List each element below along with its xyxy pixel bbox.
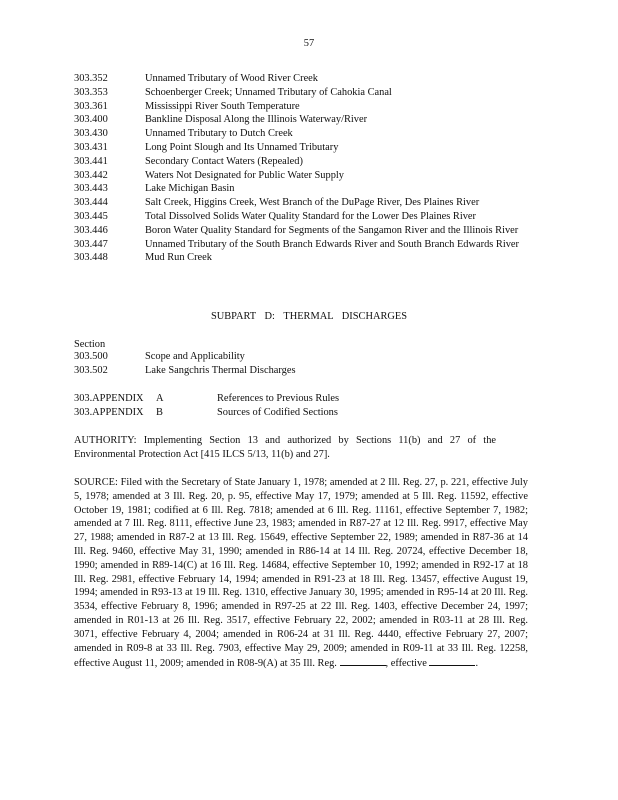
toc-row (74, 224, 544, 238)
section-title: Unnamed Tributary of the South Branch Edwards River and South Branch Edwards River (145, 238, 520, 250)
section-number: 303.442 (74, 169, 108, 181)
section-title: Total Dissolved Solids Water Quality Standard for the Lower Des Plaines River (145, 210, 476, 222)
appendix-list (74, 392, 544, 420)
toc-row (74, 127, 544, 141)
appendix-row (74, 392, 544, 406)
toc-row (74, 113, 544, 127)
section-number: 303.447 (74, 238, 108, 250)
appendix-letter: A (156, 393, 164, 404)
section-title: Unnamed Tributary of Wood River Creek (145, 73, 318, 84)
toc-row (74, 100, 544, 114)
subpart-heading: SUBPART D: THERMAL DISCHARGES (210, 311, 408, 322)
section-title: Long Point Slough and Its Unnamed Tributary (145, 141, 339, 153)
section-number: 303.443 (74, 183, 108, 195)
section-number: 303.445 (74, 210, 108, 222)
section-number: 303.352 (74, 73, 108, 84)
section-number: 303.448 (74, 252, 108, 264)
toc-row (74, 182, 544, 196)
toc-row (74, 169, 544, 183)
section-title: Mud Run Creek (145, 252, 212, 264)
source-paragraph: SOURCE: Filed with the Secretary of State January 1, 1978; amended at 2 Ill. Reg. 27, p. 221, effective July 5, 1978; amended at 3 Ill. Reg. 20, p. 95, effective May 17, 1979; amended at 5 Ill. Reg. 11592, effective October 19, 1981; codified at 6 Ill. Reg. 7818; amended at 6 Ill. Reg. 11161, effective September 7, 1982; amended at 7 Ill. Reg. 8111, effective June 23, 1983; amended in R87-27 at 12 Ill. Reg. 9917, effective May 27, 1988; amended in R87-2 at 13 Ill. Reg. 15649, effective September 22, 1989; amended in R87-36 at 14 Ill. Reg. 9460, effective May 31, 1990; amended in R86-14 at 14 Ill. Reg. 20724, effective December 18, 1990; amended in R89-14(C) at 16 Ill. Reg. 14684, effective September 10, 1992; amended in R92-17 at 18 Ill. Reg. 2981, effective February 14, 1994; amended in R91-23 at 18 Ill. Reg. 13457, effective August 19, 1994; amended in R93-13 at 19 Ill. Reg. 1310, effective January 30, 1995; amended in R95-14 at 20 Ill. Reg. 3534, effective February 8, 1996; amended in R97-25 at 22 Ill. Reg. 1403, effective December 24, 1997; amended in R01-13 at 26 Ill. Reg. 3517, effective February 22, 2002; amended in R03-11 at 28 Ill. Reg. 3071, effective February 4, 2004; amended in R06-24 at 31 Ill. Reg. 4440, effective February 27, 2007; amended in R09-8 at 33 Ill. Reg. 7903, effective May 29, 2009; amended in R09-11 at 33 Ill. Reg. 12258, effective August 11, 2009; amended in R08-9(A) at 35 Ill. Reg. , effective . (74, 477, 528, 670)
section-number: 303.441 (74, 155, 108, 167)
appendix-number: 303.APPENDIX (74, 393, 144, 404)
toc-row (74, 210, 544, 224)
section-number: 303.400 (74, 114, 108, 126)
source-text: SOURCE: Filed with the Secretary of State January 1, 1978; amended at 2 Ill. Reg. 27, p. 221, effective July 5, 1978; amended at 3 Ill. Reg. 20, p. 95, effective May 17, 1979; amended at 5 Ill. Reg. 11592, effective October 19, 1981; codified at 6 Ill. Reg. 7818; amended at 6 Ill. Reg. 11161, effective September 7, 1982; amended at 7 Ill. Reg. 8111, effective June 23, 1983; amended in R87-27 at 12 Ill. Reg. 9917, effective May 27, 1988; amended in R87-2 at 13 Ill. Reg. 15649, effective September 22, 1989; amended in R87-36 at 14 Ill. Reg. 9460, effective May 31, 1990; amended in R86-14 at 14 Ill. Reg. 20724, effective December 18, 1990; amended in R89-14(C) at 16 Ill. Reg. 14684, effective September 10, 1992; amended in R92-17 at 18 Ill. Reg. 2981, effective February 14, 1994; amended in R91-23 at 18 Ill. Reg. 13457, effective August 19, 1994; amended in R93-13 at 19 Ill. Reg. 1310, effective January 30, 1995; amended in R95-14 at 20 Ill. Reg. 3534, effective February 8, 1996; amended in R97-25 at 22 Ill. Reg. 1403, effective December 24, 1997; amended in R01-13 at 26 Ill. Reg. 3517, effective February 22, 2002; amended in R03-11 at 28 Ill. Reg. 3071, effective February 4, 2004; amended in R06-24 at 31 Ill. Reg. 4440, effective February 27, 2007; amended in R09-8 at 33 Ill. Reg. 7903, effective May 29, 2009; amended in R09-11 at 33 Ill. Reg. 12258, effective August 11, 2009; amended in R08-9(A) at 35 Ill. Reg. (74, 477, 528, 670)
toc-row (74, 251, 544, 265)
date-blank (429, 655, 475, 666)
subpart-d-list (74, 350, 544, 378)
section-number: 303.502 (74, 364, 108, 376)
toc-row (74, 141, 544, 155)
toc-row (74, 155, 544, 169)
section-number: 303.444 (74, 197, 108, 209)
toc-row (74, 238, 544, 252)
toc-row (74, 350, 544, 364)
toc-row (74, 86, 544, 100)
appendix-letter: B (156, 406, 163, 418)
appendix-title: Sources of Codified Sections (217, 406, 338, 418)
section-title: Secondary Contact Waters (Repealed) (145, 155, 303, 167)
appendix-row (74, 406, 544, 420)
section-title: Lake Sangchris Thermal Discharges (145, 364, 296, 376)
section-title: Scope and Applicability (145, 351, 245, 362)
toc-row (74, 364, 544, 378)
effective-label: effective (390, 658, 427, 670)
section-title: Mississippi River South Temperature (145, 100, 300, 112)
volume-blank (340, 655, 386, 666)
toc-row (74, 196, 544, 210)
section-number: 303.361 (74, 100, 108, 112)
section-list (74, 72, 544, 265)
section-title: Unnamed Tributary to Dutch Creek (145, 128, 293, 140)
toc-row (74, 72, 544, 86)
authority-paragraph: AUTHORITY: Implementing Section 13 and authorized by Sections 11(b) and 27 of the Environmental Protection Act [415 ILCS 5/13, 11(b) and 27]. (74, 435, 496, 460)
section-title: Bankline Disposal Along the Illinois Waterway/River (145, 114, 368, 126)
section-number: 303.500 (74, 351, 108, 362)
section-number: 303.446 (74, 224, 108, 236)
section-number: 303.353 (74, 86, 108, 98)
section-number: 303.431 (74, 141, 108, 153)
section-number: 303.430 (74, 128, 108, 140)
section-label: Section (74, 339, 106, 350)
appendix-title: References to Previous Rules (217, 393, 340, 404)
section-title: Schoenberger Creek; Unnamed Tributary of Cahokia Canal (145, 86, 392, 98)
section-title: Waters Not Designated for Public Water Supply (145, 169, 344, 181)
appendix-number: 303.APPENDIX (74, 406, 144, 418)
section-title: Lake Michigan Basin (145, 183, 235, 195)
section-title: Salt Creek, Higgins Creek, West Branch of the DuPage River, Des Plaines River (145, 197, 480, 209)
section-title: Boron Water Quality Standard for Segments of the Sangamon River and the Illinois River (145, 224, 519, 236)
page-number: 57 (303, 38, 315, 49)
